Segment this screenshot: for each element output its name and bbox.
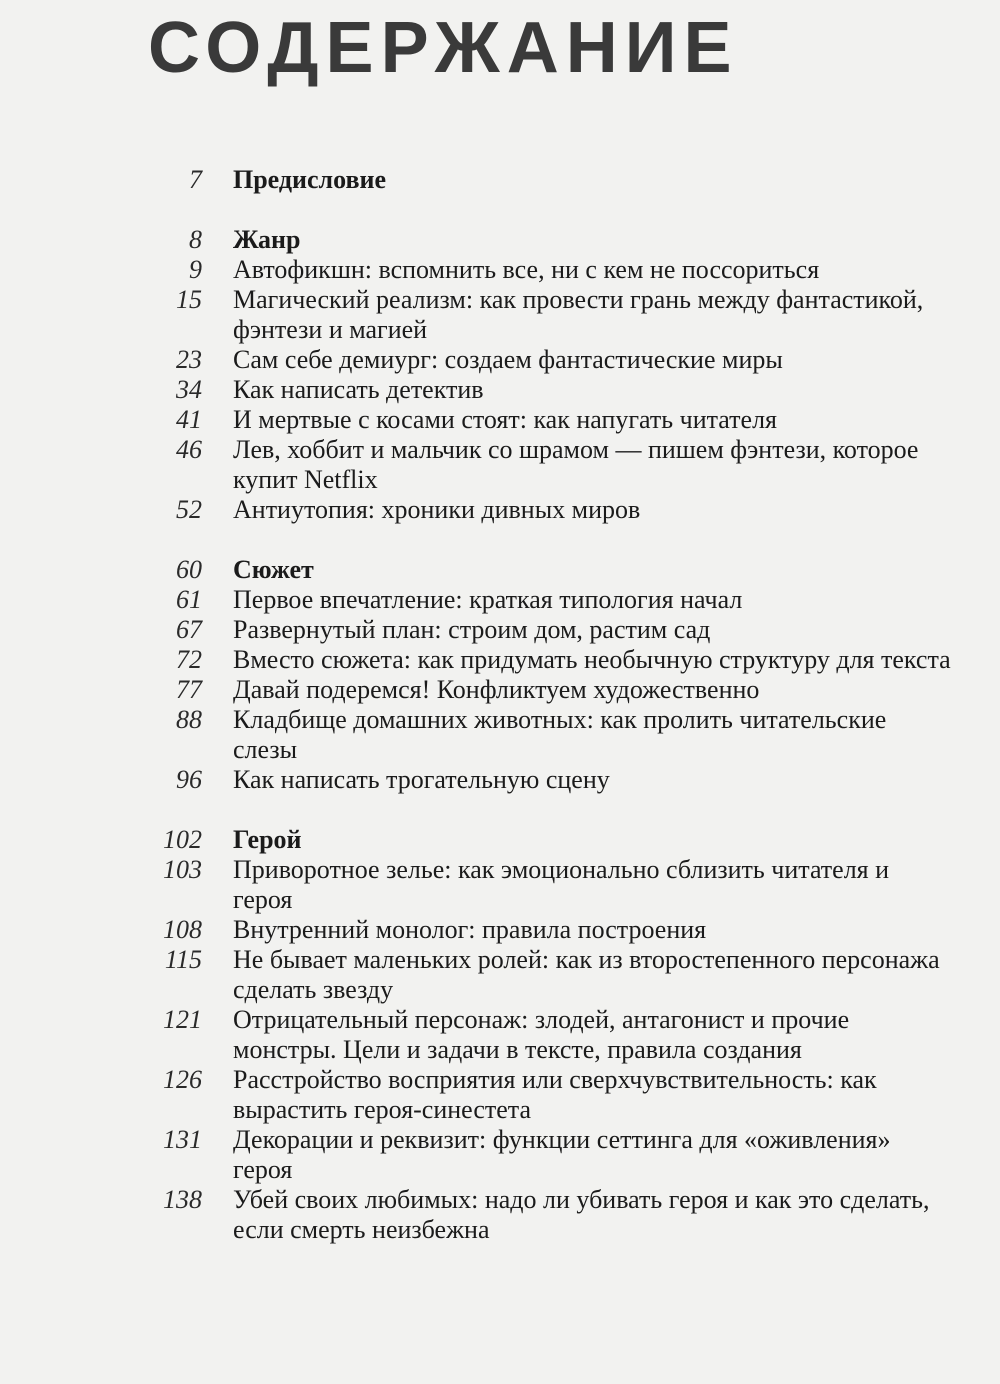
toc-entry xyxy=(0,855,1000,915)
toc-entry-text: Вместо сюжета: как придумать необычную структуру для текста xyxy=(233,645,951,674)
toc-entry-text: Первое впечатление: краткая типология начал xyxy=(233,585,743,614)
toc-page-number: 108 xyxy=(163,915,202,944)
toc-entry-text: Автофикшн: вспомнить все, ни с кем не поссориться xyxy=(233,255,820,284)
toc-entry-text: Приворотное зелье: как эмоционально сблизить читателя и героя xyxy=(233,855,890,914)
toc-entry-text: Декорации и реквизит: функции сеттинга для «оживления» героя xyxy=(233,1125,891,1184)
toc-entry-text: Не бывает маленьких ролей: как из второстепенного персонажа сделать звезду xyxy=(233,945,940,1004)
toc-entry-text: Как написать детектив xyxy=(233,375,484,404)
toc-entry xyxy=(0,585,1000,615)
toc-entry-text: Сам себе демиург: создаем фантастические миры xyxy=(233,345,783,374)
toc-section xyxy=(0,165,1000,195)
toc-page-number: 34 xyxy=(176,375,202,404)
toc-entry-text: Антиутопия: хроники дивных миров xyxy=(233,495,641,524)
toc-entry xyxy=(0,255,1000,285)
toc-entry-text: Убей своих любимых: надо ли убивать героя и как это сделать, если смерть неизбежна xyxy=(233,1185,930,1244)
toc-entry-text: Расстройство восприятия или сверхчувствительность: как вырастить героя-синестета xyxy=(233,1065,877,1124)
toc-page-number: 88 xyxy=(176,705,202,734)
toc-entry xyxy=(0,915,1000,945)
toc-page-number: 77 xyxy=(176,675,202,704)
toc-entry xyxy=(0,405,1000,435)
toc-entry xyxy=(0,435,1000,495)
toc-page-number: 138 xyxy=(163,1185,202,1214)
toc-entry xyxy=(0,675,1000,705)
toc-page-number: 7 xyxy=(189,165,202,194)
toc-entry-text: Лев, хоббит и мальчик со шрамом — пишем фэнтези, которое купит Netflix xyxy=(233,435,919,494)
toc-page-number: 60 xyxy=(176,555,202,584)
toc-section xyxy=(0,225,1000,525)
toc-page-number: 23 xyxy=(176,345,202,374)
toc-page-number: 126 xyxy=(163,1065,202,1094)
toc-page-number: 41 xyxy=(176,405,202,434)
toc-entry xyxy=(0,1185,1000,1245)
toc-page-number: 67 xyxy=(176,615,202,644)
toc-page-number: 46 xyxy=(176,435,202,464)
toc-page-number: 96 xyxy=(176,765,202,794)
toc-entry-text: Внутренний монолог: правила построения xyxy=(233,915,707,944)
toc-section-heading xyxy=(0,165,1000,195)
toc-page-number: 131 xyxy=(163,1125,202,1154)
toc-entry xyxy=(0,1065,1000,1125)
toc-page-number: 115 xyxy=(164,945,202,974)
toc-entry xyxy=(0,765,1000,795)
toc-page-number: 15 xyxy=(176,285,202,314)
toc-entry xyxy=(0,285,1000,345)
toc-heading-text: Предисловие xyxy=(233,165,387,194)
toc-entry-text: Как написать трогательную сцену xyxy=(233,765,610,794)
toc-entry xyxy=(0,615,1000,645)
toc-entry-text: Развернутый план: строим дом, растим сад xyxy=(233,615,711,644)
toc-entry xyxy=(0,495,1000,525)
toc-heading-text: Сюжет xyxy=(233,555,314,584)
toc-entry-text: И мертвые с косами стоят: как напугать читателя xyxy=(233,405,778,434)
toc-entry-text: Кладбище домашних животных: как пролить читательские слезы xyxy=(233,705,887,764)
toc-page-number: 8 xyxy=(189,225,202,254)
toc-entry xyxy=(0,1005,1000,1065)
toc-page-number: 102 xyxy=(163,825,202,854)
toc-page-number: 121 xyxy=(163,1005,202,1034)
toc-entry xyxy=(0,1125,1000,1185)
toc-section-heading xyxy=(0,555,1000,585)
toc-section xyxy=(0,825,1000,1245)
page-title: СОДЕРЖАНИЕ xyxy=(148,8,739,88)
toc-section xyxy=(0,555,1000,795)
toc-entry xyxy=(0,645,1000,675)
toc-entry-text: Давай подеремся! Конфликтуем художественно xyxy=(233,675,760,704)
toc-entry xyxy=(0,345,1000,375)
toc-entry-text: Магический реализм: как провести грань между фантастикой, фэнтези и магией xyxy=(233,285,924,344)
toc-entry xyxy=(0,945,1000,1005)
toc-section-heading xyxy=(0,225,1000,255)
toc-page-number: 72 xyxy=(176,645,202,674)
toc-heading-text: Герой xyxy=(233,825,302,854)
toc-entry xyxy=(0,705,1000,765)
toc-page-number: 61 xyxy=(176,585,202,614)
toc-page-number: 52 xyxy=(176,495,202,524)
toc-entry xyxy=(0,375,1000,405)
table-of-contents xyxy=(0,165,1000,1275)
toc-heading-text: Жанр xyxy=(233,225,301,254)
toc-page-number: 103 xyxy=(163,855,202,884)
toc-page-number: 9 xyxy=(189,255,202,284)
toc-section-heading xyxy=(0,825,1000,855)
toc-entry-text: Отрицательный персонаж: злодей, антагонист и прочие монстры. Цели и задачи в тексте, правила создания xyxy=(233,1005,850,1064)
